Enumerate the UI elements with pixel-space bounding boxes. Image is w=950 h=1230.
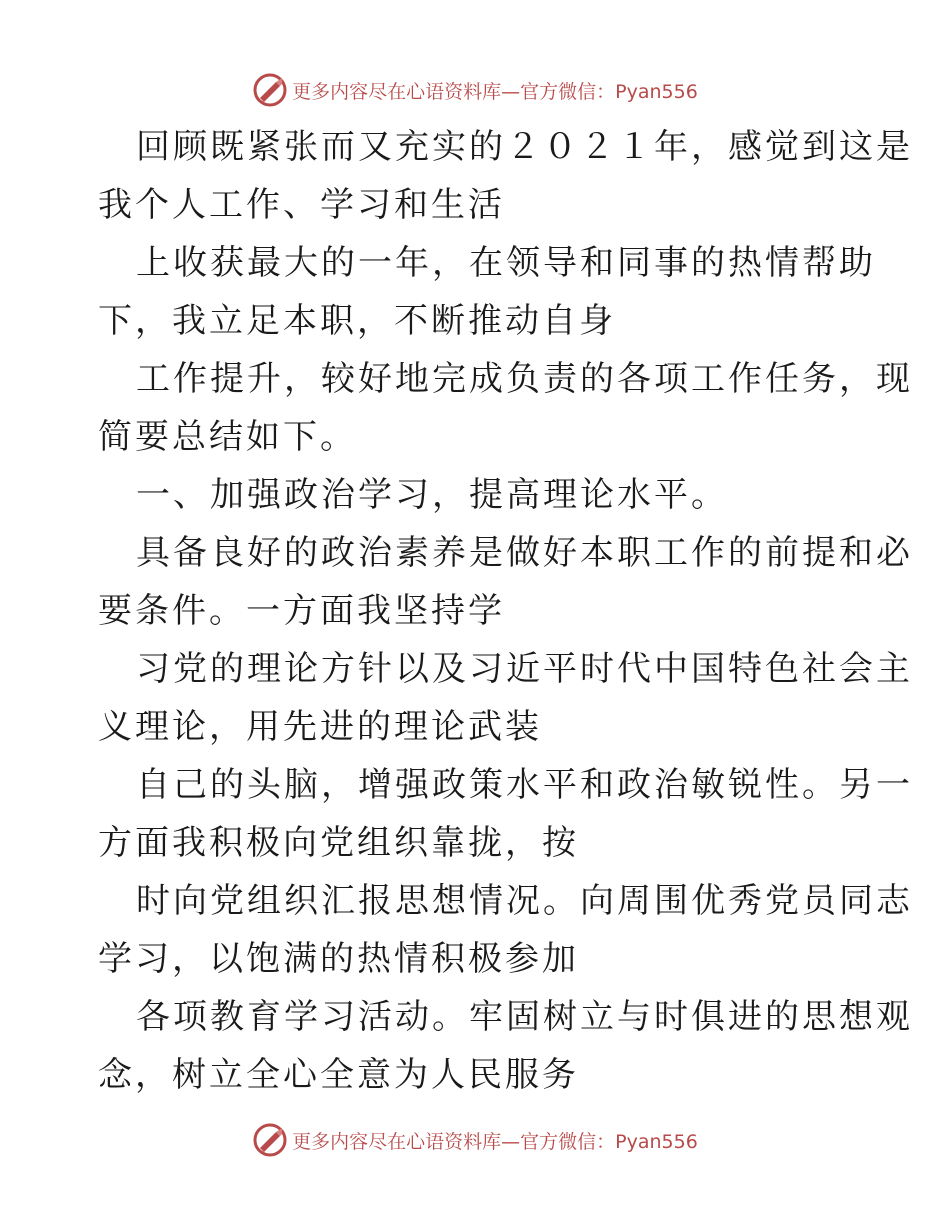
document-body xyxy=(98,118,913,1104)
text-line: 下，我立足本职，不断推动自身 xyxy=(98,301,616,341)
text-line: 工作提升，较好地完成负责的各项工作任务，现 xyxy=(136,359,913,399)
text-line: 念，树立全心全意为人民服务 xyxy=(98,1055,579,1095)
text-line: 一、加强政治学习，提高理论水平。 xyxy=(136,475,728,515)
text-line: 各项教育学习活动。牢固树立与时俱进的思想观 xyxy=(136,997,913,1037)
text-line: 我个人工作、学习和生活 xyxy=(98,185,505,225)
text-line: 简要总结如下。 xyxy=(98,417,357,457)
text-line: 方面我积极向党组织靠拢，按 xyxy=(98,823,579,863)
text-line: 学习，以饱满的热情积极参加 xyxy=(98,939,579,979)
watermark-footer xyxy=(0,1118,950,1162)
text-line: 要条件。一方面我坚持学 xyxy=(98,591,505,631)
text-line: 时向党组织汇报思想情况。向周围优秀党员同志 xyxy=(136,881,913,921)
pen-logo-icon xyxy=(252,1122,288,1158)
watermark-text: 更多内容尽在心语资料库—官方微信：Pyan556 xyxy=(292,1130,698,1153)
text-line: 上收获最大的一年，在领导和同事的热情帮助 xyxy=(136,243,876,283)
text-line: 义理论，用先进的理论武装 xyxy=(98,707,542,747)
watermark-text: 更多内容尽在心语资料库—官方微信：Pyan556 xyxy=(292,80,698,103)
text-line: 回顾既紧张而又充实的２０２１年，感觉到这是 xyxy=(136,127,913,167)
text-line: 习党的理论方针以及习近平时代中国特色社会主 xyxy=(136,649,913,689)
watermark-header xyxy=(0,68,950,112)
pen-logo-icon xyxy=(252,72,288,108)
text-line: 自己的头脑，增强政策水平和政治敏锐性。另一 xyxy=(136,765,913,805)
text-line: 具备良好的政治素养是做好本职工作的前提和必 xyxy=(136,533,913,573)
